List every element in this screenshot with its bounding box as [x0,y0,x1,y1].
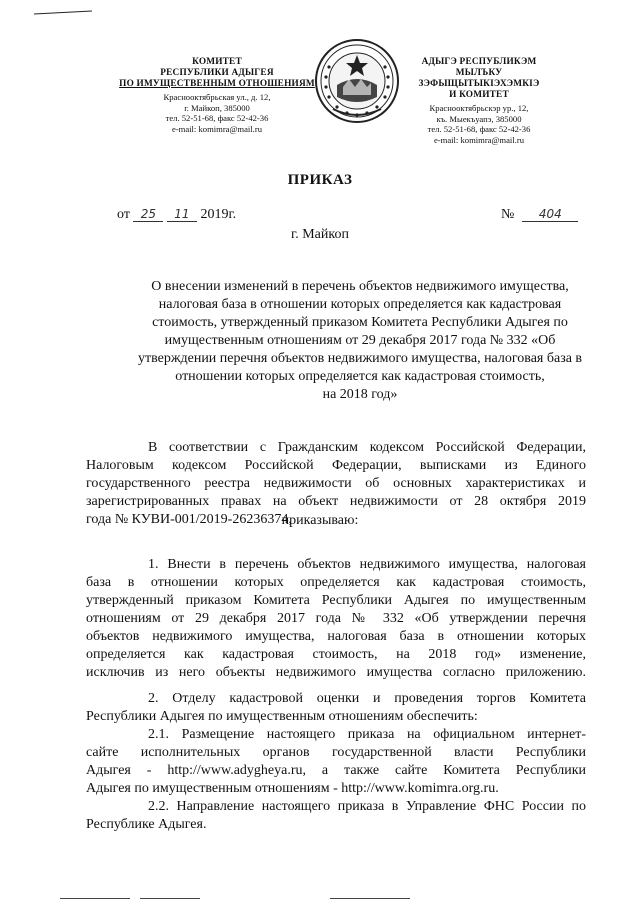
org-header-right [404,57,554,145]
paragraph-line: 2. Отделу кадастровой оценки и проведения торгов Комитета [148,691,586,706]
org-name-left [118,57,316,90]
subject-line: имущественным отношениям от 29 декабря 2017 года № 332 «Об [164,333,556,348]
paragraph-line: определяется как кадастровая стоимость, на 2018 год» изменение, [86,647,586,662]
org-name-line: И КОМИТЕТ [449,90,509,100]
pen-scratch-mark [34,10,92,14]
address-line: e-mail: komimra@mail.ru [433,134,524,145]
paragraph-line: исключив из него объекты недвижимого имущества согласно приложению. [86,665,586,680]
org-name-right [404,57,554,101]
paragraph-line: Адыгея по имущественным отношениям - http://www.komimra.org.ru. [86,781,499,796]
address-line: тел. 52-51-68, факс 52-42-36 [427,124,531,134]
org-name-line: МЫЛЪКУ ЗЭФЫЩЫТЫКІЭХЭМКІЭ [418,68,540,89]
document-subject [118,278,602,404]
org-header-left [118,57,316,134]
subject-line: на 2018 год» [322,387,398,402]
paragraph-line: зарегистрированных правах на объект недвижимости от 28 октября 2019 [86,494,586,509]
paragraph-line: объектов недвижимого имущества, налоговая база в отношении которых [86,629,586,644]
paragraph-line: сайте исполнительных органов государственной власти Республики [86,745,586,760]
order-item-1 [86,556,586,682]
org-address-right [404,103,554,145]
orders-word: приказываю: [281,513,359,528]
document-number [501,207,578,223]
paragraph-line: отношениям от 29 декабря 2017 года № 332 «Об утверждении перечня [86,611,586,626]
date-year: 2019г. [200,207,237,222]
footer-rule [60,898,130,899]
paragraph-line: Налоговым кодексом Российской Федерации, выписками из Единого [86,458,586,473]
org-name-line: ПО ИМУЩЕСТВЕННЫМ ОТНОШЕНИЯМ [119,79,315,89]
order-item-2-1 [86,726,586,798]
org-address-left [118,92,316,134]
org-name-line: РЕСПУБЛИКИ АДЫГЕЯ [160,68,274,78]
subject-line: отношении которых определяется как кадастровая стоимость, [175,369,545,384]
date-prefix: от [117,207,130,222]
document-date [117,207,236,223]
number-value-handwritten: 404 [522,208,578,222]
subject-line: налоговая база в отношении которых определяется как кадастровая [158,297,562,312]
paragraph-line: 2.2. Направление настоящего приказа в Управление ФНС России по [148,799,586,814]
paragraph-line: Республике Адыгея. [86,817,207,832]
address-line: къ. Мыекъуапэ, 385000 [436,113,522,124]
footer-rule [330,898,410,899]
paragraph-line: В соответствии с Гражданским кодексом Российской Федерации, [148,440,586,455]
address-line: тел. 52-51-68, факс 52-42-36 [165,113,269,123]
footer-rule [140,898,200,899]
address-line: г. Майкоп, 385000 [184,102,250,113]
subject-line: О внесении изменений в перечень объектов недвижимого имущества, [151,279,569,294]
subject-line: утверждении перечня объектов недвижимого имущества, налоговая база в [137,351,583,366]
date-month-handwritten: 11 [167,208,197,222]
paragraph-line: года № КУВИ-001/2019-26236374, [86,512,292,527]
paragraph-line: база в отношении которых определяется как кадастровая стоимость, [86,575,586,590]
org-name-line: АДЫГЭ РЕСПУБЛИКЭМ [421,57,537,67]
coat-of-arms-icon [313,37,401,125]
number-label: № [501,207,515,222]
paragraph-line: 2.1. Размещение настоящего приказа на официальном интернет- [148,727,586,742]
paragraph-line: Республики Адыгея по имущественным отношениям обеспечить: [86,709,478,724]
paragraph-line: 1. Внести в перечень объектов недвижимого имущества, налоговая [148,557,586,572]
org-name-line: КОМИТЕТ [192,57,242,67]
subject-line: стоимость, утвержденный приказом Комитета Республики Адыгея по [152,315,568,330]
order-item-2-2 [86,798,586,834]
document-title: ПРИКАЗ [287,172,353,188]
paragraph-line: Адыгея - http://www.adygheya.ru, а также сайте Комитета Республики [86,763,586,778]
order-item-2 [86,690,586,726]
document-city: г. Майкоп [291,227,349,242]
date-day-handwritten: 25 [133,208,163,222]
paragraph-line: государственного реестра недвижимости об основных характеристиках и [86,476,586,491]
address-line: Краснооктябрьская ул., д. 12, [163,92,271,102]
address-line: e-mail: komimra@mail.ru [171,123,262,134]
paragraph-line: утвержденный приказом Комитета Республики Адыгея по имущественным [86,593,586,608]
address-line: Краснооктябрьскэр ур., 12, [429,103,529,113]
